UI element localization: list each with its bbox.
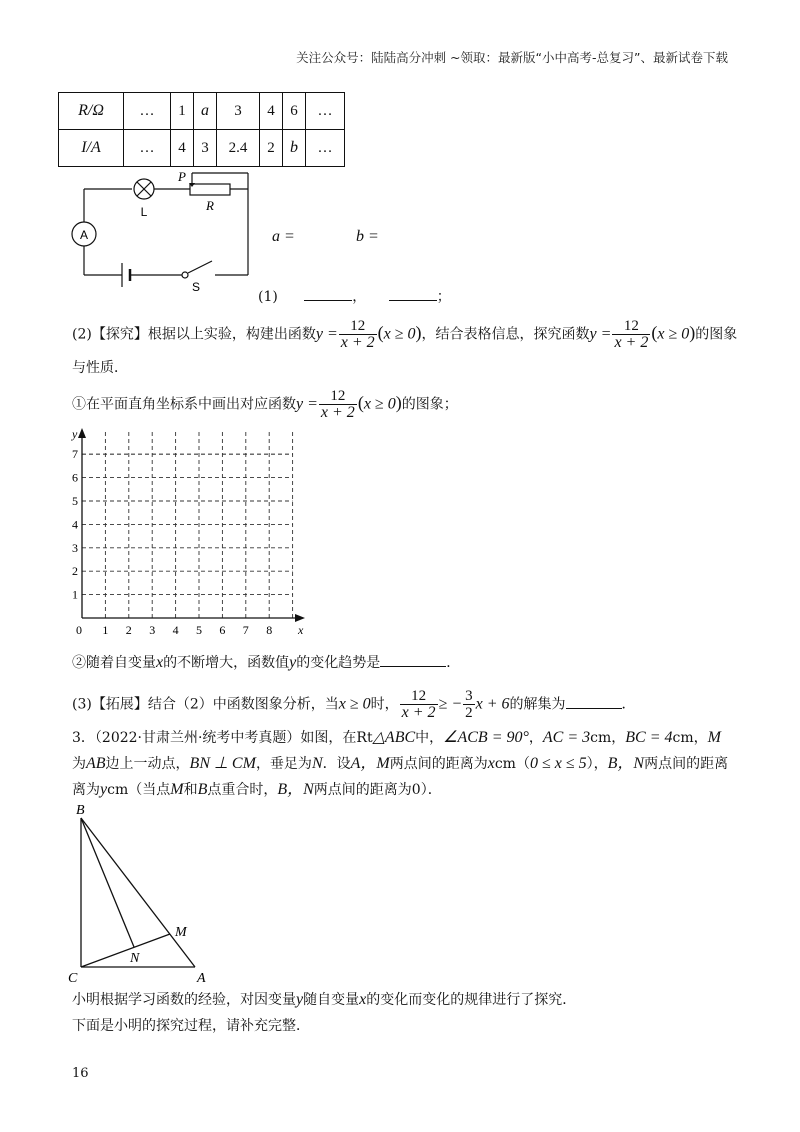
table-cell: a [194, 93, 217, 130]
segment-bn [81, 818, 134, 947]
table-cell: 3 [217, 93, 260, 130]
segment-cm [81, 934, 170, 967]
part3-line: (3)【拓展】结合（2）中函数图象分析，当x ≥ 0时， $\frac{12}{x + 2}$ ≥ − $\frac{3}{2}$ x + 6的解集为 ． [72, 688, 636, 721]
x-tick-label: 1 [102, 623, 109, 637]
y-axis-arrow-icon [78, 428, 86, 438]
segment-ab [81, 818, 195, 967]
table-row [59, 130, 345, 167]
header-note: 关注公众号：陆陆高分冲刺 ~领取：最新版“小中高考-总复习”、最新试卷下载 [296, 50, 728, 65]
circuit-diagram [60, 165, 270, 295]
table-cell: 2 [260, 130, 283, 167]
table-cell: 4 [260, 93, 283, 130]
switch-icon [182, 272, 188, 278]
answer-b-label: b = [356, 228, 379, 245]
q3-line3: 离为ycm（当点M和B点重合时，B，N两点间的距离为0）． [72, 781, 442, 798]
origin-label: 0 [76, 623, 82, 637]
table-cell: … [306, 93, 345, 130]
y-tick-label: 5 [72, 494, 78, 508]
vertex-label-a: A [197, 971, 206, 985]
switch-label: S [191, 280, 201, 294]
q3-after2: 下面是小明的探究过程，请补充完整． [72, 1018, 310, 1034]
table-cell: 3 [194, 130, 217, 167]
table-row-label: I/A [59, 130, 124, 167]
triangle-figure [66, 800, 226, 985]
table-cell: … [124, 93, 171, 130]
q3-after1: 小明根据学习函数的经验，对因变量y随自变量x的变化而变化的规律进行了探究． [72, 991, 577, 1008]
y-tick-label: 2 [72, 564, 78, 579]
x-tick-label: 3 [149, 623, 156, 637]
part1-answers: (1) ， ； [258, 286, 451, 306]
rheostat-icon [190, 184, 230, 195]
part2-q1: ①在平面直角坐标系中画出对应函数y = $\frac{12}{x + 2}$ (x ≥ 0)的图象； [72, 388, 458, 421]
answer-blank-solution[interactable] [566, 694, 622, 709]
part2-line1: (2)【探究】根据以上实验，构建出函数y = $\frac{12}{x + 2}$ (x ≥ 0)，结合表格信息，探究函数y = $\frac{12}{x + 2}$ (x ≥ 0)的图象 [72, 318, 738, 351]
table-cell: 6 [283, 93, 306, 130]
lamp-label: L [140, 205, 148, 219]
y-tick-label: 7 [72, 447, 78, 462]
table-cell: b [283, 130, 306, 167]
x-tick-label: 4 [172, 623, 179, 637]
answer-blank-b[interactable] [389, 286, 437, 301]
table-cell: 4 [171, 130, 194, 167]
answer-blank-trend[interactable] [380, 652, 446, 667]
page-number: 16 [72, 1066, 89, 1081]
table-row [59, 93, 345, 130]
y-tick-label: 3 [72, 540, 78, 555]
part2-q2: ②随着自变量x的不断增大，函数值y的变化趋势是 ． [72, 654, 461, 671]
table-cell: … [124, 130, 171, 167]
x-axis-label: x [298, 623, 304, 637]
x-tick-label: 8 [266, 623, 273, 637]
answer-a-label: a = [272, 228, 295, 245]
table-cell: 2.4 [217, 130, 260, 167]
vertex-label-c: C [68, 971, 78, 985]
y-tick-label: 6 [72, 470, 78, 485]
table-row-label: R/Ω [59, 93, 124, 130]
x-tick-label: 5 [196, 623, 202, 637]
q3-line2: 为AB边上一动点，BN ⊥ CM，垂足为N．设A，M两点间的距离为xcm（0 ≤ x ≤ 5），B，N两点间的距离 [72, 755, 729, 772]
table-cell: 1 [171, 93, 194, 130]
q3-line1: 3．（2022·甘肃兰州·统考中考真题）如图，在Rt△ABC中，∠ACB = 90°，AC = 3cm，BC = 4cm，M [72, 729, 721, 746]
x-tick-label: 6 [219, 623, 226, 637]
x-tick-label: 2 [125, 623, 132, 637]
slider-label: P [178, 169, 186, 184]
y-axis-label: y [72, 427, 78, 441]
y-tick-label: 1 [72, 587, 78, 602]
x-tick-label: 7 [242, 623, 249, 637]
y-tick-label: 4 [72, 517, 78, 532]
part2-line2: 与性质． [72, 360, 128, 376]
resistance-current-table [58, 92, 345, 167]
vertex-label-b: B [76, 803, 85, 818]
ammeter-label: A [79, 228, 89, 242]
point-label-n: N [130, 951, 140, 966]
rheostat-label: R [206, 198, 214, 213]
coordinate-grid[interactable] [60, 420, 320, 645]
point-label-m: M [175, 925, 187, 940]
answer-blank-a[interactable] [304, 286, 352, 301]
x-axis-arrow-icon [295, 614, 305, 622]
table-cell: … [306, 130, 345, 167]
